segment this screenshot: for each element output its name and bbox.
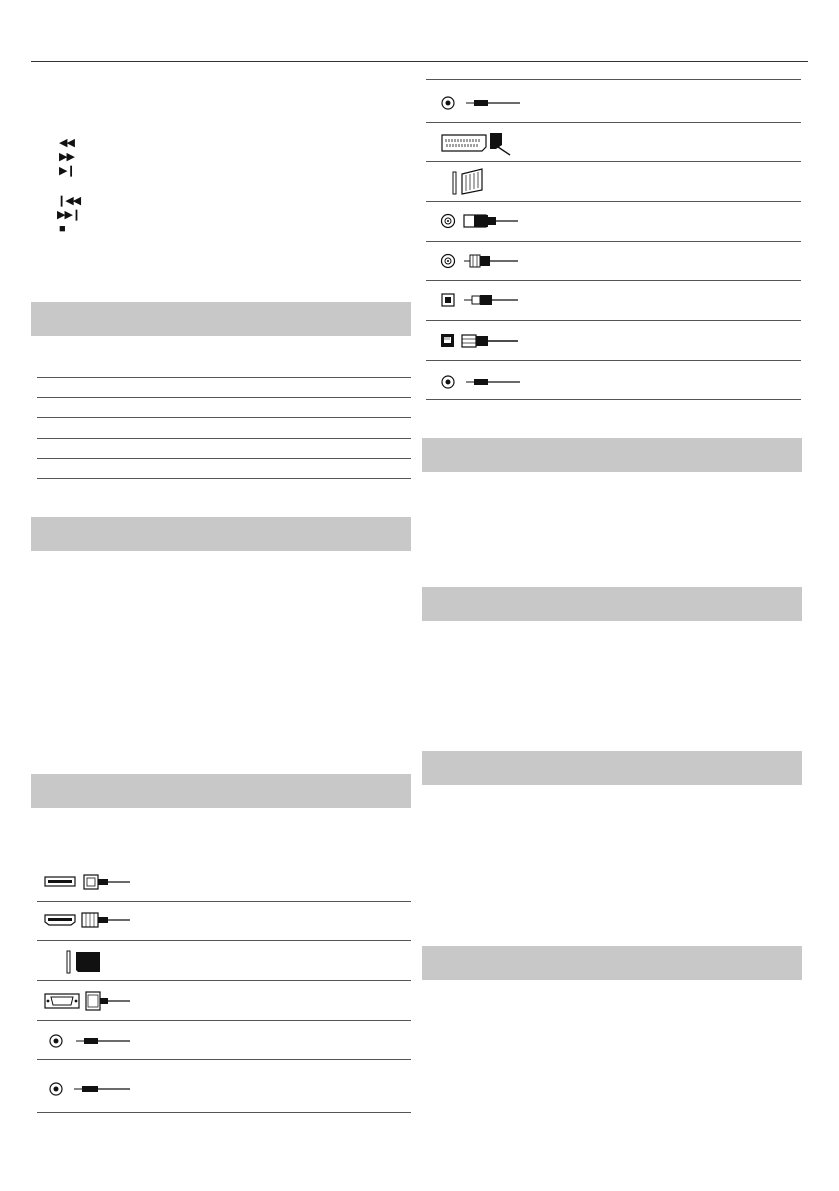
right-rule-7 bbox=[426, 360, 801, 361]
connector-rule-3 bbox=[37, 980, 411, 981]
sd-card-slot-icon bbox=[452, 168, 492, 196]
connector-rule-4 bbox=[37, 1020, 411, 1021]
table-rule-2 bbox=[37, 397, 411, 398]
section-banner-4 bbox=[422, 438, 802, 472]
table-rule-4 bbox=[37, 438, 411, 439]
fast-forward-icon: ▶▶ bbox=[59, 151, 74, 163]
rewind-icon: ◀◀ bbox=[59, 137, 74, 149]
right-rule-2 bbox=[426, 161, 801, 162]
section-banner-6 bbox=[422, 751, 802, 785]
table-rule-3 bbox=[37, 417, 411, 418]
header-rule bbox=[31, 61, 808, 62]
play-pause-icon: ▶❙ bbox=[59, 165, 75, 177]
av-jack-icon bbox=[440, 373, 522, 391]
right-table-top-rule bbox=[426, 79, 801, 80]
section-banner-5 bbox=[422, 587, 802, 621]
ci-card-slot-icon bbox=[66, 950, 106, 974]
next-track-icon: ▶▶❙ bbox=[57, 209, 81, 221]
table-rule-1 bbox=[37, 377, 411, 378]
right-rule-6 bbox=[426, 320, 801, 321]
connector-rule-1 bbox=[37, 901, 411, 902]
right-rule-5 bbox=[426, 280, 801, 281]
antenna-input-icon bbox=[440, 211, 520, 231]
audio-jack-icon bbox=[48, 1032, 130, 1050]
headphone-jack-icon bbox=[48, 1080, 130, 1098]
section-banner-3 bbox=[31, 774, 411, 808]
connector-rule-2 bbox=[37, 940, 411, 941]
lan-port-icon bbox=[440, 331, 520, 351]
right-rule-4 bbox=[426, 241, 801, 242]
connector-rule-5 bbox=[37, 1059, 411, 1060]
satellite-input-icon bbox=[440, 251, 520, 271]
scart-port-icon bbox=[440, 131, 512, 157]
table-rule-6 bbox=[37, 478, 411, 479]
right-rule-3 bbox=[426, 201, 801, 202]
usb-port-icon bbox=[44, 873, 130, 891]
right-rule-8 bbox=[426, 399, 801, 400]
table-rule-5 bbox=[37, 458, 411, 459]
hdmi-port-icon bbox=[44, 911, 130, 929]
stop-icon: ■ bbox=[59, 223, 65, 235]
vga-port-icon bbox=[44, 991, 130, 1011]
optical-output-icon bbox=[440, 291, 520, 309]
right-rule-1 bbox=[426, 122, 801, 123]
connector-rule-6 bbox=[37, 1112, 411, 1113]
mini-jack-icon bbox=[440, 94, 522, 112]
section-banner-7 bbox=[422, 946, 802, 980]
previous-track-icon: ❙◀◀ bbox=[57, 195, 81, 207]
section-banner-2 bbox=[31, 517, 411, 551]
section-banner-1 bbox=[31, 302, 411, 336]
